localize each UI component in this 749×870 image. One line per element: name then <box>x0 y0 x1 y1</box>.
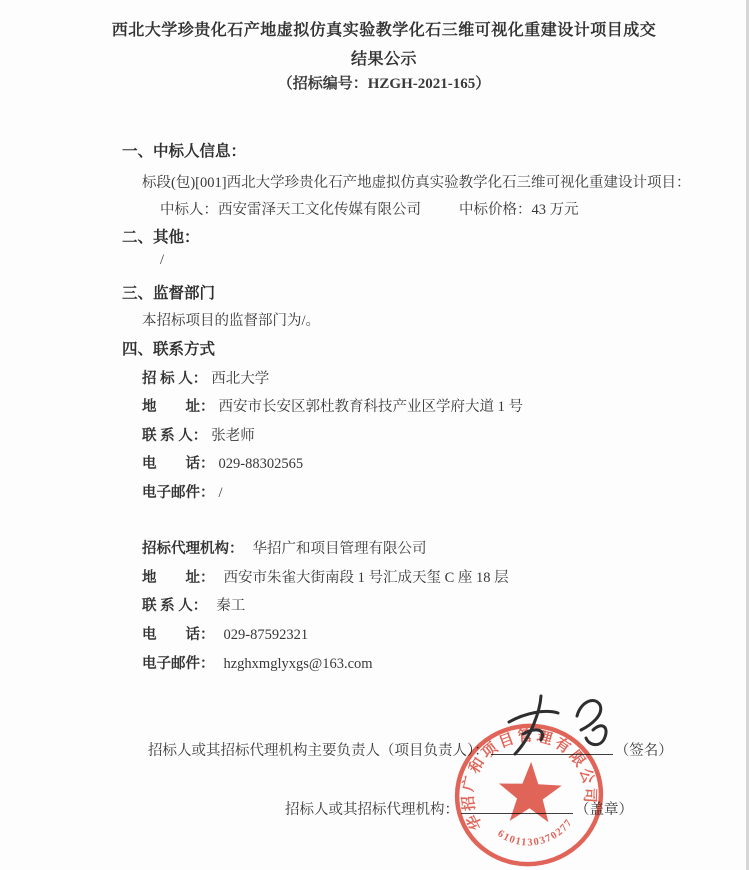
winner-label: 中标人： <box>160 202 218 218</box>
contact-row-person <box>142 424 255 445</box>
org-suffix: （盖章） <box>575 802 633 818</box>
contact-value: 西北大学 <box>211 371 270 387</box>
agency-row-person <box>142 594 245 615</box>
other-content: / <box>160 252 165 268</box>
org-label: 招标人或其招标代理机构： <box>285 802 459 818</box>
agency-row-phone <box>142 623 308 644</box>
agency-value: 029-87592321 <box>223 627 309 643</box>
supervision-content: 本招标项目的监督部门为/。 <box>142 313 321 329</box>
contact-row-email <box>142 481 223 502</box>
document-title: 西北大学珍贵化石产地虚拟仿真实验教学化石三维可视化重建设计项目成交结果公示 <box>111 22 657 68</box>
package-line: 标段(包)[001]西北大学珍贵化石产地虚拟仿真实验教学化石三维可视化重建设计项目： <box>142 175 691 191</box>
winner-name: 西安雷泽天工文化传媒有限公司 <box>218 202 421 218</box>
agency-label: 地 址： <box>142 570 215 586</box>
seal-company-name: 华招广和项目管理有限公司 <box>460 728 598 833</box>
contact-value: 张老师 <box>211 428 255 444</box>
signature-stroke <box>586 726 606 745</box>
agency-value: 西安市朱雀大街南段 1 号汇成天玺 C 座 18 层 <box>223 570 509 586</box>
signature-stroke <box>509 711 558 722</box>
agency-label: 招标代理机构： <box>142 541 244 557</box>
contact-row-tenderer <box>142 367 269 388</box>
contact-label: 电 话： <box>142 456 215 472</box>
contact-value: / <box>218 485 223 501</box>
contact-label: 地 址： <box>142 399 215 415</box>
contact-value: 西安市长安区郭杜教育科技产业区学府大道 1 号 <box>218 399 523 415</box>
responsible-suffix: （签名） <box>614 743 673 759</box>
agency-row-name <box>142 537 427 558</box>
section-heading-supervision: 三、监督部门 <box>122 285 216 302</box>
price-value: 43 万元 <box>531 202 579 218</box>
contact-label: 电子邮件： <box>142 485 215 501</box>
responsible-label: 招标人或其招标代理机构主要负责人（项目负责人）： <box>148 743 489 759</box>
agency-row-address <box>142 566 509 587</box>
agency-label: 电子邮件： <box>142 656 215 672</box>
contact-row-address <box>142 395 523 416</box>
seal-registration-number: 6101130370277 <box>495 816 576 849</box>
signature-stroke <box>515 696 541 754</box>
contact-label: 联 系 人： <box>142 428 208 444</box>
handwritten-signature <box>495 688 620 760</box>
agency-value: 华招广和项目管理有限公司 <box>252 541 427 557</box>
agency-row-email <box>142 652 373 673</box>
agency-value: hzghxmglyxgs@163.com <box>223 656 373 672</box>
section-heading-other: 二、其他： <box>122 229 200 246</box>
contact-label: 招 标 人： <box>142 371 208 387</box>
bid-number: （招标编号：HZGH-2021-165） <box>277 76 491 92</box>
contact-value: 029-88302565 <box>218 456 304 472</box>
section-heading-contact: 四、联系方式 <box>122 341 216 358</box>
section-heading-winner-info: 一、中标人信息： <box>122 143 247 160</box>
winner-line <box>160 198 579 219</box>
svg-text:6101130370277 <box>494 816 578 855</box>
agency-label: 电 话： <box>142 627 215 643</box>
contact-row-phone <box>142 452 303 473</box>
price-label: 中标价格： <box>459 202 532 218</box>
seal-star-icon <box>496 757 567 829</box>
agency-label: 联 系 人： <box>142 598 208 614</box>
agency-value: 秦工 <box>216 598 246 614</box>
